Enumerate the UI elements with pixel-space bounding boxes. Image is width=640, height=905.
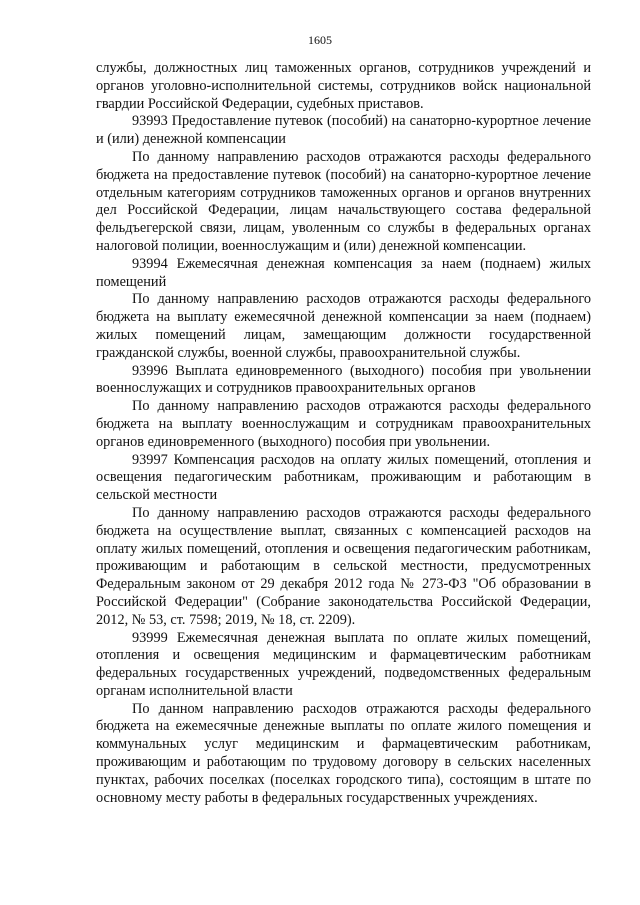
body-paragraph: 93994 Ежемесячная денежная компенсация за наем (поднаем) жилых помещений — [96, 255, 591, 290]
body-paragraph: 93999 Ежемесячная денежная выплата по оплате жилых помещений, отопления и освещения медицинским и фармацевтическим работникам федеральных государственных учреждений, подведомственных федеральным органам исполнительной власти — [96, 629, 591, 699]
body-paragraph: 93996 Выплата единовременного (выходного) пособия при увольнении военнослужащих и сотрудников правоохранительных органов — [96, 362, 591, 397]
body-paragraph: службы, должностных лиц таможенных органов, сотрудников учреждений и органов уголовно-исполнительной системы, сотрудников войск национальной гвардии Российской Федерации, судебных приставов. — [96, 60, 591, 112]
body-paragraph: 93993 Предоставление путевок (пособий) на санаторно-курортное лечение и (или) денежной компенсации — [96, 113, 591, 148]
body-paragraph: 93997 Компенсация расходов на оплату жилых помещений, отопления и освещения педагогическим работникам, проживающим и работающим в сельской местности — [96, 451, 591, 504]
body-paragraph: По данному направлению расходов отражаются расходы федерального бюджета на предоставление путевок (пособий) на санаторно-курортное лечение отдельным категориям сотрудников таможенных органов и органов внутренних дел Российской Федерации, лицам начальствующего состава федеральной фельдъегерской связи, лицам, уволенным со службы в федеральных органах налоговой полиции, военнослужащим и (или) денежной компенсации. — [96, 148, 591, 254]
body-paragraph: По данному направлению расходов отражаются расходы федерального бюджета на выплату ежемесячной денежной компенсации за наем (поднаем) жилых помещений лицам, замещающим должности государственной гражданской службы, военной службы, правоохранительной службы. — [96, 291, 591, 361]
body-paragraph: По данному направлению расходов отражаются расходы федерального бюджета на выплату военнослужащим и сотрудникам правоохранительных органов единовременного (выходного) пособия при увольнении. — [96, 398, 591, 450]
document-body — [96, 60, 591, 807]
body-paragraph: По данном направлению расходов отражаются расходы федерального бюджета на ежемесячные денежные выплаты по оплате жилого помещения и коммунальных услуг медицинским и фармацевтическим работникам, проживающим и работающим по трудовому договору в сельских населенных пунктах, рабочих поселках (поселках городского типа), состоящим в штате по основному месту работы в федеральных государственных учреждениях. — [96, 700, 591, 806]
page-number: 1605 — [308, 33, 332, 47]
body-paragraph: По данному направлению расходов отражаются расходы федерального бюджета на осуществление выплат, связанных с компенсацией расходов на оплату жилых помещений, отопления и освещения педагогическим работникам, проживающим и работающим в сельской местности, предусмотренных Федеральным законом от 29 декабря 2012 года № 273-ФЗ "Об образовании в Российской Федерации" (Собрание законодательства Российской Федерации, 2012, № 53, ст. 7598; 2019, № 18, ст. 2209). — [96, 504, 591, 628]
